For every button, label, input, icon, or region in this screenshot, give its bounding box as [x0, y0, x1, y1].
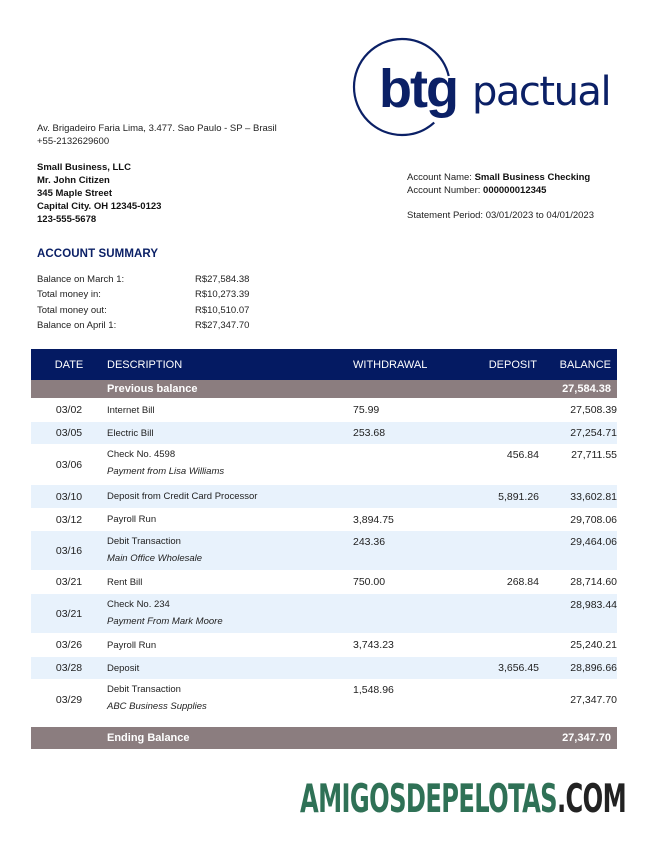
- row-description-cell: [107, 444, 353, 485]
- row-withdrawal: [353, 594, 457, 633]
- table-row: [31, 444, 617, 485]
- ending-balance-row: [31, 727, 617, 749]
- watermark-tld: .COM: [556, 777, 627, 822]
- row-balance: 27,254.71: [570, 427, 617, 439]
- row-date: 03/21: [55, 576, 83, 588]
- header-deposit: DEPOSIT: [488, 358, 537, 371]
- account-summary: [37, 272, 249, 333]
- row-deposit: [457, 594, 539, 633]
- table-header: [31, 349, 617, 380]
- transactions-table: [31, 349, 617, 749]
- row-balance: 27,347.70: [570, 693, 617, 706]
- row-date: 03/02: [55, 404, 83, 416]
- statement-period-line: [407, 209, 594, 222]
- account-info-block: [407, 171, 594, 222]
- row-withdrawal: 243.36: [353, 536, 386, 548]
- customer-street: 345 Maple Street: [37, 188, 112, 199]
- row-date: 03/21: [55, 607, 83, 620]
- row-description: Debit Transaction: [107, 684, 181, 695]
- row-balance: 25,240.21: [570, 639, 617, 651]
- row-withdrawal: [353, 444, 457, 485]
- row-description: Debit Transaction: [107, 536, 181, 547]
- row-deposit: 456.84: [506, 449, 539, 461]
- summary-value: R$10,510.07: [195, 304, 250, 316]
- watermark: [300, 775, 626, 825]
- account-name-value: Small Business Checking: [474, 172, 591, 183]
- row-balance: 28,983.44: [570, 599, 617, 611]
- summary-row: [37, 318, 249, 333]
- account-number-line: [407, 184, 594, 197]
- account-name-line: [407, 171, 594, 184]
- row-date: 03/28: [55, 662, 83, 674]
- summary-value: R$27,347.70: [195, 319, 250, 331]
- row-date: 03/05: [55, 427, 83, 439]
- summary-row: [37, 287, 249, 302]
- row-date: 03/16: [55, 544, 83, 557]
- previous-balance-row: [31, 380, 617, 398]
- row-description: Rent Bill: [107, 576, 143, 588]
- row-deposit: 3,656.45: [498, 662, 539, 674]
- logo-pactual-text: pactual: [472, 69, 611, 115]
- header-withdrawal: WITHDRAWAL: [353, 358, 428, 371]
- table-row: [31, 422, 617, 444]
- row-description: Internet Bill: [107, 404, 155, 416]
- row-sub-description: Payment from Lisa Williams: [107, 466, 225, 477]
- summary-value: R$10,273.39: [195, 289, 250, 301]
- row-withdrawal: 1,548.96: [353, 684, 394, 696]
- table-row: [31, 657, 617, 679]
- summary-label: Balance on April 1:: [37, 319, 117, 331]
- row-withdrawal: 750.00: [353, 576, 386, 588]
- row-withdrawal: 75.99: [353, 404, 380, 416]
- row-withdrawal: 3,894.75: [353, 513, 394, 526]
- row-withdrawal: 3,743.23: [353, 639, 394, 651]
- header-date: DATE: [54, 358, 84, 371]
- bank-address-block: [37, 122, 277, 148]
- row-description: Payroll Run: [107, 514, 157, 525]
- bank-address: Av. Brigadeiro Faria Lima, 3.477. Sao Paulo - SP – Brasil: [37, 123, 277, 134]
- row-description: Electric Bill: [107, 427, 154, 439]
- ending-balance-label: Ending Balance: [107, 732, 190, 744]
- row-sub-description: Main Office Wholesale: [107, 553, 203, 564]
- row-withdrawal: 253.68: [353, 427, 386, 439]
- ending-balance-value: 27,347.70: [562, 732, 611, 744]
- table-row: [31, 531, 617, 570]
- row-description-cell: [107, 594, 353, 633]
- row-description: Check No. 234: [107, 599, 170, 610]
- row-balance: 28,714.60: [570, 576, 617, 588]
- table-row: [31, 679, 617, 720]
- previous-balance-value: 27,584.38: [562, 383, 611, 395]
- row-sub-description: Payment From Mark Moore: [107, 616, 223, 627]
- btg-pactual-logo: [352, 37, 622, 137]
- statement-period-label: Statement Period:: [407, 210, 484, 221]
- summary-label: Balance on March 1:: [37, 274, 125, 285]
- row-deposit: 268.84: [506, 576, 539, 588]
- summary-row: [37, 272, 249, 287]
- customer-name: Mr. John Citizen: [37, 175, 110, 186]
- row-balance: 29,708.06: [570, 513, 617, 526]
- header-description: DESCRIPTION: [107, 358, 183, 371]
- account-name-label: Account Name:: [407, 172, 472, 183]
- table-row: [31, 485, 617, 508]
- table-row: [31, 594, 617, 633]
- row-description: Payroll Run: [107, 639, 157, 651]
- row-deposit: 5,891.26: [498, 490, 539, 503]
- table-row: [31, 633, 617, 657]
- row-date: 03/26: [55, 639, 83, 651]
- row-date: 03/12: [55, 513, 83, 526]
- row-balance: 27,508.39: [570, 404, 617, 416]
- customer-city: Capital City. OH 12345-0123: [37, 201, 162, 212]
- customer-address-block: [37, 161, 161, 226]
- header-balance: BALANCE: [559, 358, 611, 371]
- row-balance: 27,711.55: [571, 449, 617, 461]
- row-sub-description: ABC Business Supplies: [107, 701, 207, 712]
- account-summary-title: ACCOUNT SUMMARY: [37, 248, 159, 260]
- row-description-cell: [107, 531, 353, 570]
- watermark-name: AMIGOSDEPELOTAS: [300, 777, 557, 822]
- bank-phone: +55-2132629600: [37, 136, 110, 147]
- summary-value: R$27,584.38: [195, 274, 250, 285]
- table-row: [31, 570, 617, 594]
- row-date: 03/29: [55, 693, 83, 706]
- summary-label: Total money out:: [37, 304, 107, 316]
- summary-label: Total money in:: [37, 289, 101, 301]
- row-deposit: [457, 531, 539, 570]
- row-deposit: [457, 679, 539, 720]
- row-description: Deposit from Credit Card Processor: [107, 491, 258, 502]
- row-balance: 33,602.81: [570, 490, 617, 503]
- row-description: Check No. 4598: [107, 449, 176, 460]
- row-balance: 28,896.66: [570, 662, 617, 674]
- logo-btg-text: btg: [379, 59, 457, 119]
- customer-company: Small Business, LLC: [37, 162, 131, 173]
- row-description: Deposit: [107, 662, 140, 674]
- statement-period-value: 03/01/2023 to 04/01/2023: [485, 210, 594, 221]
- summary-row: [37, 303, 249, 318]
- previous-balance-label: Previous balance: [107, 383, 198, 395]
- row-description-cell: [107, 679, 353, 720]
- row-date: 03/10: [55, 490, 83, 503]
- account-number-label: Account Number:: [407, 185, 481, 196]
- customer-phone: 123-555-5678: [37, 214, 97, 225]
- table-row: [31, 398, 617, 422]
- account-number-value: 000000012345: [483, 185, 547, 196]
- row-balance: 29,464.06: [570, 536, 617, 548]
- table-row: [31, 508, 617, 531]
- row-date: 03/06: [55, 458, 83, 471]
